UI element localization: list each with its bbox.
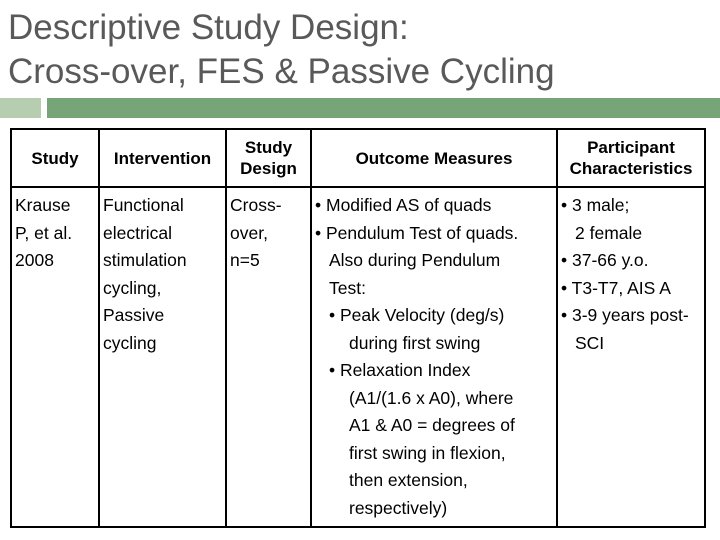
text: 2 female	[575, 222, 643, 243]
text: cycling,	[103, 277, 162, 298]
text: Functional	[103, 195, 184, 215]
accent-bar	[47, 98, 720, 118]
header-study: Study	[11, 129, 99, 187]
header-design: Study Design	[226, 129, 311, 187]
text: (A1/(1.6 x A0), where	[349, 387, 514, 408]
text: SCI	[575, 332, 605, 353]
header-outcomes: Outcome Measures	[311, 129, 557, 187]
text: stimulation	[103, 250, 187, 270]
text: respectively)	[349, 497, 448, 518]
study-table	[10, 128, 706, 528]
cell-outcomes	[311, 187, 557, 527]
table-row	[11, 187, 705, 527]
bullet: • T3-T7, AIS A	[561, 277, 671, 298]
cell-intervention	[99, 187, 226, 527]
text: Passive	[103, 305, 165, 325]
text: then extension,	[349, 470, 468, 490]
text: 2008	[15, 250, 54, 270]
title-line-1: Descriptive Study Design:	[8, 8, 409, 47]
bullet: • 3 male;	[561, 195, 630, 215]
text: over,	[230, 222, 268, 243]
header-row	[11, 129, 705, 187]
slide-title	[8, 6, 555, 94]
text: Test:	[329, 277, 366, 298]
header-participants: Participant Characteristics	[557, 129, 705, 187]
text: Also during Pendulum	[329, 250, 501, 270]
text: A1 & A0 = degrees of	[349, 415, 515, 435]
text: Cross-	[230, 195, 282, 215]
cell-design	[226, 187, 311, 527]
accent-square	[0, 98, 41, 118]
header-intervention: Intervention	[99, 129, 226, 187]
text: n=5	[230, 250, 260, 270]
sub-bullet: • Relaxation Index	[329, 360, 471, 380]
sub-bullet: • Peak Velocity (deg/s)	[329, 305, 505, 325]
text: P, et al.	[15, 222, 73, 243]
text: first swing in flexion,	[349, 442, 506, 463]
text: electrical	[103, 222, 173, 243]
bullet: • 3-9 years post-	[561, 305, 689, 325]
text: cycling	[103, 332, 157, 353]
title-line-2: Cross-over, FES & Passive Cycling	[8, 52, 555, 91]
bullet: • Modified AS of quads	[315, 195, 492, 215]
text: during first swing	[349, 332, 481, 353]
cell-study	[11, 187, 99, 527]
cell-participants	[557, 187, 705, 527]
bullet: • Pendulum Test of quads.	[315, 222, 519, 243]
bullet: • 37-66 y.o.	[561, 250, 649, 270]
text: Krause	[15, 195, 71, 215]
